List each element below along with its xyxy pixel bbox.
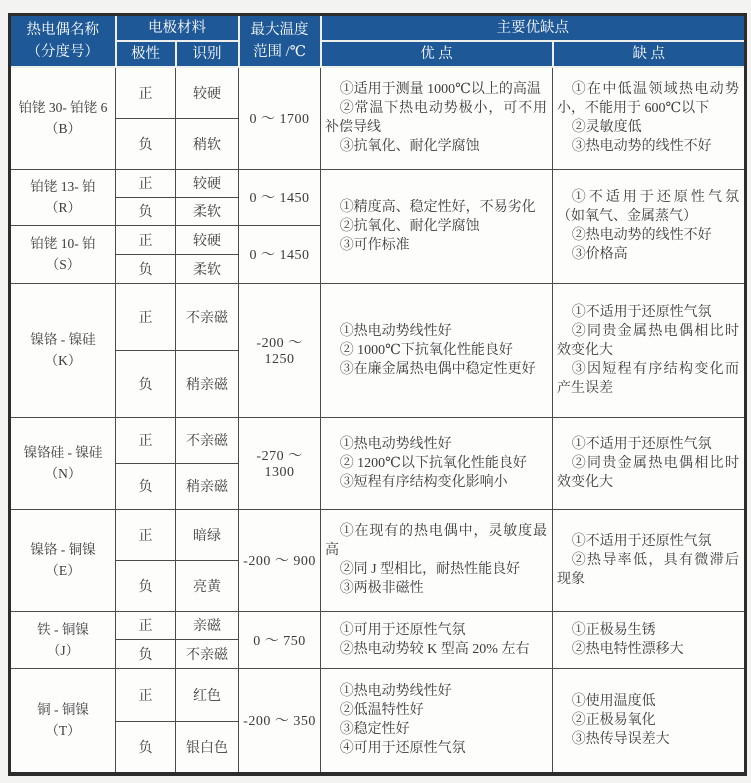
advantage-item: ②低温特性好 (339, 703, 424, 719)
cell-advantages (321, 67, 553, 169)
header-name-line1: 热电偶名称 (26, 22, 99, 38)
header-temp-line1: 最大温度 (250, 22, 309, 38)
cell-polarity-positive: 正 (116, 417, 176, 463)
disadvantage-item: ①在中低温领域热电动势小，不能用于 600℃以下 (557, 82, 739, 117)
cell-identification-positive: 较硬 (176, 67, 239, 118)
cell-identification-positive: 较硬 (176, 225, 239, 254)
cell-name (10, 225, 116, 283)
header-max-temp-range (239, 15, 321, 68)
cell-name (10, 417, 116, 509)
disadvantage-item: ③热传导误差大 (571, 731, 670, 747)
advantage-item: ④可用于还原性气氛 (339, 741, 466, 757)
cell-disadvantages (553, 67, 746, 169)
header-main-pros-cons: 主要优缺点 (321, 15, 746, 42)
disadvantage-item: ①不适用于还原性气氛 (571, 533, 712, 549)
cell-polarity-positive: 正 (116, 67, 176, 118)
table-row (10, 611, 746, 640)
cell-advantages (321, 611, 553, 668)
disadvantage-item: ②同贵金属热电偶相比时效变化大 (557, 455, 739, 490)
thermocouple-name: 铂铑 30- 铂铑 6 (18, 100, 108, 116)
advantage-item: ②热电动势较 K 型高 20% 左右 (339, 641, 530, 657)
table-row (10, 417, 746, 463)
cell-identification-positive: 不亲磁 (176, 283, 239, 350)
cell-temp-range: 0 ～ 1700 (239, 67, 321, 169)
cell-temp-range: 0 ～ 1450 (239, 169, 321, 225)
advantage-item: ①热电动势线性好 (339, 684, 452, 700)
cell-identification-negative: 柔软 (176, 197, 239, 225)
cell-name (10, 509, 116, 611)
cell-name (10, 611, 116, 668)
graduation-code: （S） (45, 257, 81, 272)
cell-temp-range: 0 ～ 750 (239, 611, 321, 668)
advantage-item: ②同 J 型相比，耐热性能良好 (339, 562, 521, 577)
cell-identification-positive: 红色 (176, 668, 239, 721)
cell-polarity-positive: 正 (116, 169, 176, 197)
advantage-item: ③短程有序结构变化影响小 (339, 474, 508, 490)
disadvantage-item: ②同贵金属热电偶相比时效变化大 (557, 323, 739, 358)
advantage-item: ①热电动势线性好 (339, 323, 452, 339)
disadvantage-item: ①不适用于还原性气氛（如氧气、金属蒸气） (557, 190, 739, 224)
disadvantage-item: ②热电动势的线性不好 (571, 228, 712, 243)
cell-name (10, 67, 116, 169)
thermocouple-name: 铜 - 铜镍 (37, 702, 89, 718)
advantage-item: ②常温下热电动势极小，可不用补偿导线 (325, 101, 547, 136)
cell-advantages (321, 283, 553, 417)
advantage-item: ③稳定性好 (339, 722, 410, 738)
graduation-code: （E） (45, 563, 81, 578)
cell-temp-range: -270 ～ 1300 (239, 417, 321, 509)
header-identification: 识别 (176, 41, 239, 67)
thermocouple-name: 镍铬 - 镍硅 (30, 332, 96, 347)
cell-polarity-positive: 正 (116, 611, 176, 640)
cell-disadvantages (553, 283, 746, 417)
cell-advantages (321, 668, 553, 774)
cell-identification-negative: 银白色 (176, 721, 239, 774)
cell-identification-negative: 不亲磁 (176, 640, 239, 669)
cell-identification-positive: 不亲磁 (176, 417, 239, 463)
advantage-item: ①精度高、稳定性好，不易劣化 (339, 199, 536, 215)
disadvantage-item: ①不适用于还原性气氛 (571, 304, 712, 320)
cell-advantages (321, 169, 553, 283)
graduation-code: （N） (44, 466, 82, 481)
cell-disadvantages (553, 509, 746, 611)
table-body (10, 67, 746, 774)
cell-disadvantages (553, 417, 746, 509)
cell-temp-range: 0 ～ 1450 (239, 225, 321, 283)
table-header (10, 15, 746, 68)
table-row (10, 67, 746, 118)
disadvantage-item: ②正极易氧化 (571, 712, 656, 728)
disadvantage-item: ③热电动势的线性不好 (571, 139, 712, 155)
cell-temp-range: -200 ～ 350 (239, 668, 321, 774)
header-disadvantages: 缺 点 (553, 41, 746, 67)
cell-identification-negative: 稍亲磁 (176, 463, 239, 509)
thermocouple-table (8, 13, 747, 776)
graduation-code: （K） (44, 353, 82, 368)
cell-identification-positive: 亲磁 (176, 611, 239, 640)
disadvantage-item: ①使用温度低 (571, 693, 656, 709)
thermocouple-name: 铁 - 铜镍 (37, 621, 89, 637)
cell-polarity-negative: 负 (116, 560, 176, 611)
cell-identification-positive: 暗绿 (176, 509, 239, 560)
cell-name (10, 668, 116, 774)
cell-disadvantages (553, 169, 746, 283)
cell-name (10, 283, 116, 417)
graduation-code: （B） (44, 121, 81, 137)
cell-advantages (321, 417, 553, 509)
disadvantage-item: ②热导率低，具有微滞后现象 (557, 552, 739, 587)
disadvantage-item: ②灵敏度低 (571, 120, 642, 136)
disadvantage-item: ③价格高 (571, 247, 628, 262)
advantage-item: ③可作标准 (339, 237, 410, 253)
thermocouple-name: 铂铑 13- 铂 (30, 179, 96, 194)
disadvantage-item: ③因短程有序结构变化而产生误差 (557, 361, 739, 396)
cell-polarity-negative: 负 (116, 350, 176, 417)
header-advantages: 优 点 (321, 41, 553, 67)
thermocouple-name: 镍铬硅 - 镍硅 (23, 445, 103, 460)
advantage-item: ①在现有的热电偶中，灵敏度最高 (325, 524, 547, 558)
cell-advantages (321, 509, 553, 611)
cell-temp-range: -200 ～ 1250 (239, 283, 321, 417)
thermocouple-name: 铂铑 10- 铂 (30, 236, 96, 251)
cell-disadvantages (553, 611, 746, 668)
header-thermocouple-name (10, 15, 116, 68)
cell-polarity-positive: 正 (116, 283, 176, 350)
advantage-item: ③在廉金属热电偶中稳定性更好 (339, 361, 536, 377)
cell-identification-negative: 稍软 (176, 118, 239, 169)
cell-polarity-positive: 正 (116, 225, 176, 254)
advantage-item: ② 1200℃以下抗氧化性能良好 (339, 455, 527, 471)
table-row (10, 169, 746, 197)
table-row (10, 668, 746, 721)
header-temp-line2: 范围 /℃ (253, 44, 306, 60)
cell-polarity-negative: 负 (116, 197, 176, 225)
advantage-item: ①热电动势线性好 (339, 436, 452, 452)
header-polarity: 极性 (116, 41, 176, 67)
header-electrode-material: 电极材料 (116, 15, 239, 42)
cell-identification-positive: 较硬 (176, 169, 239, 197)
disadvantage-item: ①不适用于还原性气氛 (571, 436, 712, 452)
graduation-code: （R） (44, 200, 81, 215)
advantage-item: ② 1000℃下抗氧化性能良好 (339, 342, 513, 358)
graduation-code: （J） (46, 642, 80, 658)
cell-polarity-positive: 正 (116, 509, 176, 560)
cell-polarity-negative: 负 (116, 254, 176, 283)
advantage-item: ①可用于还原性气氛 (339, 622, 466, 638)
cell-temp-range: -200 ～ 900 (239, 509, 321, 611)
cell-polarity-negative: 负 (116, 463, 176, 509)
disadvantage-item: ②热电特性漂移大 (571, 641, 684, 657)
cell-identification-negative: 稍亲磁 (176, 350, 239, 417)
advantage-item: ③抗氧化、耐化学腐蚀 (339, 139, 480, 155)
cell-name (10, 169, 116, 225)
cell-polarity-negative: 负 (116, 721, 176, 774)
header-name-line2: （分度号） (26, 44, 99, 60)
table-row (10, 283, 746, 350)
thermocouple-name: 镍铬 - 铜镍 (30, 542, 96, 557)
advantage-item: ①适用于测量 1000℃以上的高温 (339, 82, 541, 98)
cell-polarity-negative: 负 (116, 118, 176, 169)
cell-polarity-positive: 正 (116, 668, 176, 721)
graduation-code: （T） (45, 723, 81, 739)
cell-identification-negative: 柔软 (176, 254, 239, 283)
table-row (10, 509, 746, 560)
advantage-item: ②抗氧化、耐化学腐蚀 (339, 218, 480, 234)
disadvantage-item: ①正极易生锈 (571, 622, 656, 638)
cell-polarity-negative: 负 (116, 640, 176, 669)
cell-identification-negative: 亮黄 (176, 560, 239, 611)
advantage-item: ③两极非磁性 (339, 581, 424, 596)
cell-disadvantages (553, 668, 746, 774)
